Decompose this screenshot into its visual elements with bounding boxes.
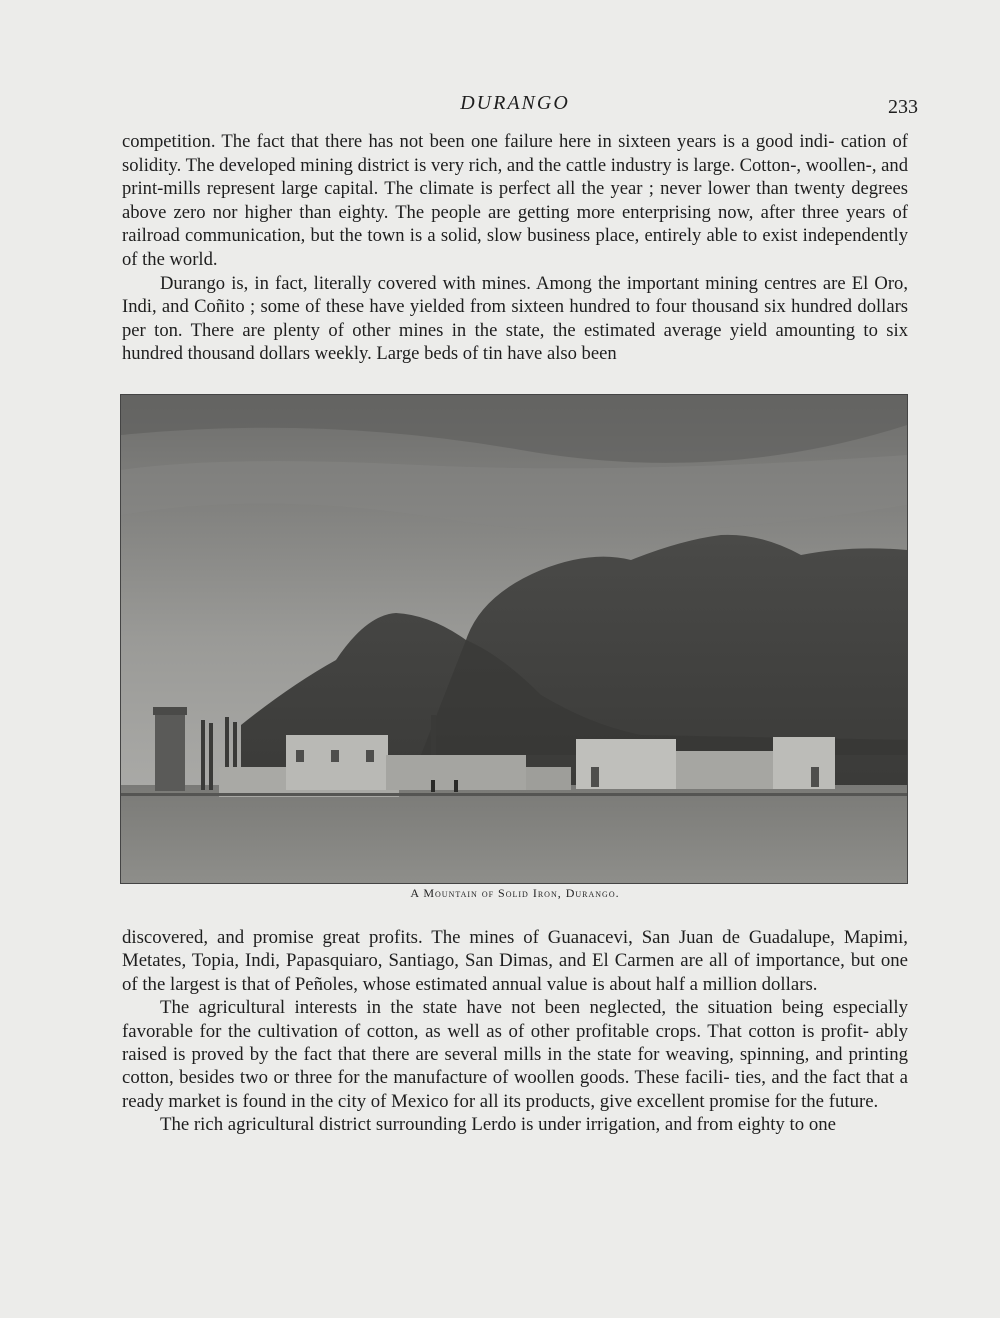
text-line: Durango is, in fact, literally covered with mines. Among the important mining centres are xyxy=(160,272,846,294)
text-line: yield amounting to six hundred thousand dollars weekly. Large beds of tin have also been xyxy=(122,319,908,365)
page-number: 233 xyxy=(888,96,918,118)
building xyxy=(676,751,776,789)
text-line: ties, and the fact that a ready market is found in the city of Mexico for all its products, give xyxy=(122,1067,908,1112)
text-line: Mapimi, Metates, Topia, Indi, Papasquiaro, Santiago, San Dimas, and El Carmen are all of xyxy=(122,927,908,972)
text-line: half a million dollars. xyxy=(655,973,818,995)
text-line: importance, but one of the largest is that of Peñoles, whose estimated annual value is about xyxy=(122,950,908,995)
text-line: competition. The fact that there has not been one failure here in sixteen years is a good indi- xyxy=(122,131,835,152)
paragraph xyxy=(122,1113,908,1136)
running-head: DURANGO xyxy=(460,92,570,114)
text-line: The rich agricultural district surrounding Lerdo is under irrigation, and from eighty to one xyxy=(160,1114,836,1136)
watch-tower xyxy=(155,711,185,791)
text-line: and printing cotton, besides two or three for the manufacture of woollen goods. These facili- xyxy=(122,1044,908,1089)
text-line: Cotton-, woollen-, and print-mills represent large capital. The climate is perfect all the year ; xyxy=(122,154,908,200)
text-line: El Oro, Indi, and Coñito ; some of these have yielded from sixteen hundred to four thousand xyxy=(122,272,908,318)
bottom-text-block xyxy=(122,926,908,1137)
text-line: never lower than twenty degrees above zero nor higher than eighty. The people are getting xyxy=(122,178,909,223)
text-line: ably raised is proved by the fact that there are several mills in the state for weaving, spinning, xyxy=(122,1020,908,1066)
foreground-plain xyxy=(121,785,907,883)
text-line: slow business place, entirely able to exist independently of the world. xyxy=(122,225,908,270)
paragraph xyxy=(122,996,908,1113)
figure xyxy=(454,780,458,792)
plate-caption: A Mountain of Solid Iron, Durango. xyxy=(410,886,620,900)
doorway xyxy=(811,767,819,787)
text-line: discovered, and promise great profits. The mines of Guanacevi, San Juan de Guadalupe, xyxy=(122,927,835,948)
doorway xyxy=(591,767,599,787)
window xyxy=(331,750,339,762)
text-line: The agricultural interests in the state have not been neglected, the situation being especially xyxy=(160,997,908,1019)
paragraph xyxy=(122,130,908,272)
figure xyxy=(431,780,435,792)
text-line: more enterprising now, after three years of railroad communication, but the town is a solid, xyxy=(122,201,908,247)
mountain-photograph xyxy=(121,395,907,883)
top-text-block xyxy=(122,130,908,366)
paragraph xyxy=(122,926,908,996)
photograph-plate xyxy=(120,394,908,884)
text-line: cation of solidity. The developed mining district is very rich, and the cattle industry is large. xyxy=(122,131,908,176)
text-line: excellent promise for the future. xyxy=(636,1090,879,1112)
building xyxy=(286,735,388,790)
text-line: favorable for the cultivation of cotton, as well as of other profitable crops. That cotton is profit- xyxy=(122,1020,870,1042)
page-header xyxy=(120,92,918,118)
window xyxy=(296,750,304,762)
smokestack xyxy=(201,720,205,790)
building xyxy=(773,737,835,789)
window xyxy=(366,750,374,762)
building xyxy=(526,767,571,790)
tower-roof xyxy=(153,707,187,715)
railway-track xyxy=(121,793,907,796)
text-line: six hundred dollars per ton. There are plenty of other mines in the state, the estimated average xyxy=(122,296,908,341)
paragraph xyxy=(122,272,908,366)
smokestack xyxy=(209,723,213,790)
